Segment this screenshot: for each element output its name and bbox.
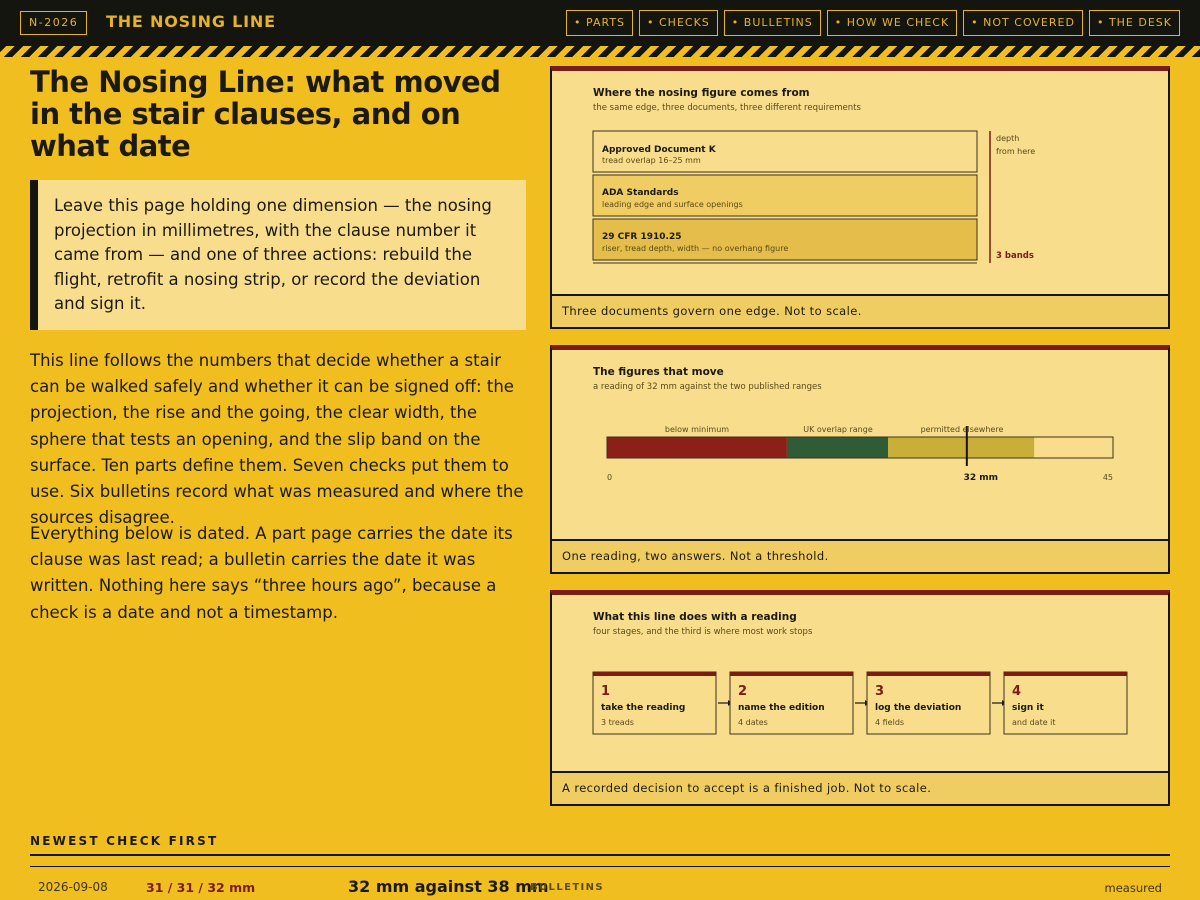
check-row[interactable]: [30, 870, 1170, 900]
process-step-2-note: 4 dates: [738, 718, 768, 727]
nav-the-desk[interactable]: • THE DESK: [1089, 10, 1180, 36]
process-step-1-label: take the reading: [601, 703, 686, 713]
check-row-figures: 31 / 31 / 32 mm: [146, 880, 256, 895]
site-title[interactable]: THE NOSING LINE: [106, 12, 276, 31]
zone-label-below-minimum: below minimum: [664, 425, 730, 434]
nav-checks[interactable]: • CHECKS: [639, 10, 718, 36]
nav-parts[interactable]: • PARTS: [566, 10, 633, 36]
newest-heading: NEWEST CHECK FIRST: [30, 834, 219, 848]
process-step-3: [867, 672, 990, 734]
nav-how-we-check[interactable]: • HOW WE CHECK: [827, 10, 957, 36]
figure-process-diagram: [552, 595, 1168, 772]
figure-sources-subtitle: the same edge, three documents, three different requirements: [593, 103, 861, 113]
range-zone-2: [787, 437, 888, 458]
process-step-2: [730, 672, 853, 734]
source-band-1-note: tread overlap 16–25 mm: [602, 156, 701, 165]
newest-rule: [30, 854, 1170, 856]
scale-max-label: 45: [1102, 473, 1113, 482]
nav-not-covered[interactable]: • NOT COVERED: [963, 10, 1083, 36]
process-step-3-number: 3: [875, 684, 885, 699]
source-band-3-note: riser, tread depth, width — no overhang figure: [602, 244, 789, 253]
process-step-2-number: 2: [738, 684, 748, 699]
check-row-date: 2026-09-08: [38, 880, 108, 894]
zone-label-permitted-elsewhere: permitted elsewhere: [920, 425, 1004, 434]
process-step-1-note: 3 treads: [601, 718, 634, 727]
figure-ranges-subtitle: a reading of 32 mm against the two published ranges: [593, 382, 822, 392]
process-step-4-number: 4: [1012, 684, 1022, 699]
figure-ranges-panel: [550, 345, 1170, 574]
newest-row-divider: [30, 866, 1170, 867]
top-bar: [0, 0, 1200, 46]
figure-sources-caption: Three documents govern one edge. Not to scale.: [552, 294, 1168, 327]
check-row-tag: BULLETINS: [530, 882, 605, 893]
depth-from-label: from here: [996, 147, 1036, 156]
source-band-2-name: ADA Standards: [602, 188, 679, 198]
figure-sources-panel: [550, 66, 1170, 329]
process-step-3-label: log the deviation: [875, 703, 962, 713]
range-zone-1: [607, 437, 787, 458]
figure-process-caption: A recorded decision to accept is a finished job. Not to scale.: [552, 771, 1168, 804]
process-step-4: [1004, 672, 1127, 734]
source-band-2-note: leading edge and surface openings: [602, 200, 743, 209]
figure-process-title: What this line does with a reading: [593, 611, 797, 623]
source-band-3-name: 29 CFR 1910.25: [602, 232, 682, 242]
hazard-stripe: [0, 46, 1200, 57]
process-step-4-note: and date it: [1012, 718, 1056, 727]
process-step-4-label: sign it: [1012, 703, 1044, 713]
scale-min-label: 0: [607, 473, 613, 482]
intro-callout: Leave this page holding one dimension — the nosing projection in millimetres, with the clause number it came from — and one of three actions: rebuild the flight, retrofit a nosing strip, or record the deviation and sign it.: [30, 180, 526, 330]
nav-bulletins[interactable]: • BULLETINS: [724, 10, 821, 36]
figure-process-panel: [550, 590, 1170, 806]
figure-ranges-chart: [552, 350, 1168, 540]
process-step-1: [593, 672, 716, 734]
depth-count: 3 bands: [996, 251, 1034, 261]
site-code-badge: N-2026: [20, 11, 87, 35]
range-zone-4: [1034, 437, 1113, 458]
check-row-status: measured: [1104, 881, 1162, 895]
zone-label-uk-overlap: UK overlap range: [803, 425, 873, 434]
figure-sources-title: Where the nosing figure comes from: [593, 87, 810, 99]
figure-process-subtitle: four stages, and the third is where most work stops: [593, 627, 813, 637]
main-nav: [566, 10, 1180, 36]
depth-label: depth: [996, 134, 1020, 143]
figure-ranges-title: The figures that move: [593, 366, 724, 378]
intro-paragraph-2: Everything below is dated. A part page carries the date its clause was last read; a bulletin carries the date it was written. Nothing here says “three hours ago”, because a check is a date and not a timestamp.: [30, 524, 513, 622]
figure-ranges-caption: One reading, two answers. Not a threshold.: [552, 539, 1168, 572]
range-zone-3: [888, 437, 1034, 458]
process-step-1-number: 1: [601, 684, 611, 699]
process-step-3-note: 4 fields: [875, 718, 905, 727]
figure-sources-diagram: [552, 71, 1168, 295]
check-row-title[interactable]: 32 mm against 38 mm: [348, 877, 549, 896]
reading-label: 32 mm: [963, 473, 999, 483]
source-band-1-name: Approved Document K: [602, 145, 716, 155]
intro-paragraph-1: This line follows the numbers that decide whether a stair can be walked safely and whether it can be signed off: the projection, the rise and the going, the clear width, the sphere that tests an opening, and the slip band on the surface. Ten parts define them. Seven checks put them to use. Six bulletins record what was measured and where the sources disagree.: [30, 351, 524, 528]
process-step-2-label: name the edition: [738, 703, 825, 713]
range-zones: [607, 437, 1113, 458]
page-title: The Nosing Line: what moved in the stair clauses, and on what date: [30, 65, 501, 163]
